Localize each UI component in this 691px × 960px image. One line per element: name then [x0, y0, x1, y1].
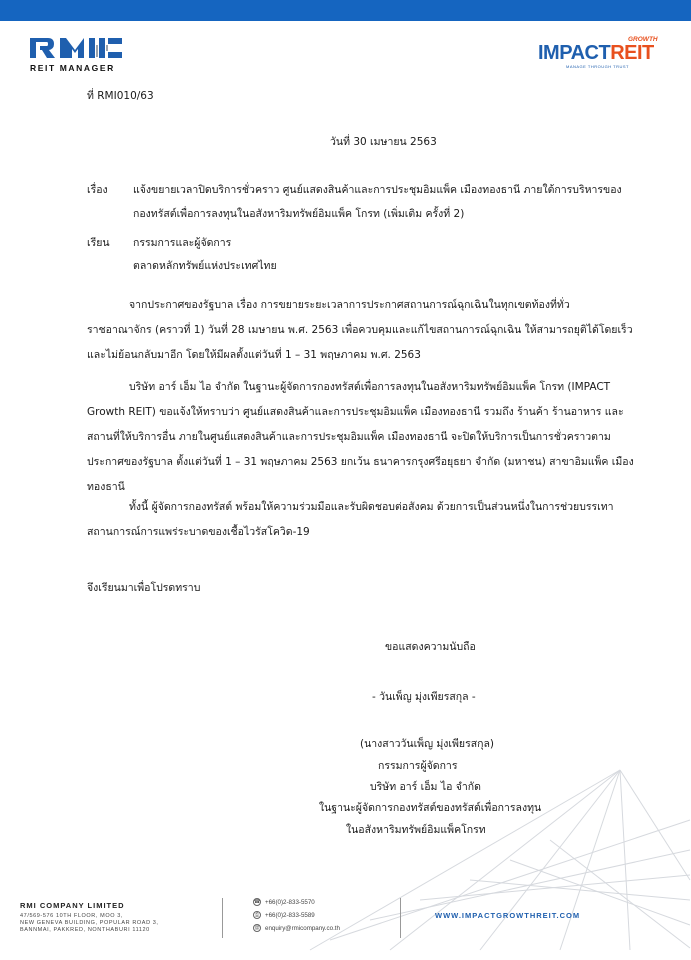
paragraph-1-line: จากประกาศของรัฐบาล เรื่อง การขยายระยะเวลาการประกาศสถานการณ์ฉุกเฉินในทุกเขตท้องที่ทั่ว: [129, 299, 570, 311]
paragraph-2: [87, 375, 634, 500]
footer-fax: [253, 911, 315, 919]
signature: - วันเพ็ญ มุ่งเพียรสกุล -: [372, 691, 476, 703]
closing-note: จึงเรียนมาเพื่อโปรดทราบ: [87, 582, 201, 594]
reference-number: ที่ RMI010/63: [87, 90, 154, 102]
subject-label: เรื่อง: [87, 184, 108, 196]
paragraph-2-line: บริษัท อาร์ เอ็ม ไอ จำกัด ในฐานะผู้จัดการกองทรัสต์เพื่อการลงทุนในอสังหาริมทรัพย์อิมแพ็ค โกรท (IMPACT: [129, 381, 611, 393]
footer-divider: [222, 898, 223, 938]
paragraph-1: [87, 293, 633, 368]
paragraph-3: [87, 495, 614, 545]
footer-address-line: NEW GENEVA BUILDING, POPULAR ROAD 3,: [20, 920, 159, 926]
top-color-bar: [0, 0, 691, 21]
footer-website-link[interactable]: WWW.IMPACTGROWTHREIT.COM: [435, 911, 581, 920]
paragraph-3-line: สถานการณ์การแพร่ระบาดของเชื้อไวรัสโควิด-19: [87, 526, 310, 538]
footer-address: [20, 913, 159, 934]
regards: ขอแสดงความนับถือ: [385, 641, 476, 653]
signer-name: (นางสาววันเพ็ญ มุ่งเพียรสกุล): [360, 738, 495, 750]
paragraph-1-line: และไม่ย้อนกลับมาอีก โดยให้มีผลตั้งแต่วันที่ 1 – 31 พฤษภาคม พ.ศ. 2563: [87, 349, 421, 361]
impact-logo-part2: REIT: [610, 42, 654, 64]
subject-line-2: กองทรัสต์เพื่อการลงทุนในอสังหาริมทรัพย์อิมแพ็ค โกรท (เพิ่มเติม ครั้งที่ 2): [133, 208, 465, 220]
paragraph-3-line: ทั้งนี้ ผู้จัดการกองทรัสต์ พร้อมให้ความร่วมมือและรับผิดชอบต่อสังคม ด้วยการเป็นส่วนหนึ่งในการช่วยบรรเทา: [129, 501, 614, 513]
rmi-logo-mark: [30, 36, 124, 60]
signer-role-line-2: ในอสังหาริมทรัพย์อิมแพ็คโกรท: [346, 824, 486, 836]
fax-icon: ⎙: [254, 912, 259, 918]
recipient-line-1: กรรมการและผู้จัดการ: [133, 237, 232, 249]
footer-email: [253, 924, 340, 932]
footer-email-address[interactable]: enquiry@rmicompany.co.th: [265, 924, 340, 932]
footer-fax-number: +66(0)2-833-5589: [265, 911, 315, 919]
impact-logo-wordmark: [538, 42, 654, 65]
signer-role-line-1: ในฐานะผู้จัดการกองทรัสต์ของทรัสต์เพื่อการลงทุน: [319, 802, 542, 814]
recipient-label: เรียน: [87, 237, 110, 249]
impact-logo-growth: GROWTH: [628, 36, 658, 43]
impact-logo-part1: IMPACT: [538, 42, 611, 64]
phone-icon: ☎: [254, 899, 261, 905]
footer-address-line: BANNMAI, PAKKRED, NONTHABURI 11120: [20, 927, 150, 933]
letter-date: วันที่ 30 เมษายน 2563: [330, 136, 437, 148]
rmi-logo-subtitle: REIT MANAGER: [30, 63, 115, 73]
paragraph-1-line: ราชอาณาจักร (คราวที่ 1) วันที่ 28 เมษายน พ.ศ. 2563 เพื่อควบคุมและแก้ไขสถานการณ์ฉุกเฉิน ให้สามารถยุติได้โดยเร็ว: [87, 324, 633, 336]
footer-address-line: 47/569-576 10TH FLOOR, MOO 3,: [20, 913, 123, 919]
signer-company: บริษัท อาร์ เอ็ม ไอ จำกัด: [370, 781, 481, 793]
footer-phone-number: +66(0)2-833-5570: [265, 898, 315, 906]
impact-growth-reit-logo: [538, 36, 678, 76]
footer-divider: [400, 898, 401, 938]
paragraph-2-line: ทองธานี: [87, 481, 125, 493]
paragraph-2-line: สถานที่ให้บริการอื่น ภายในศูนย์แสดงสินค้าและการประชุมอิมแพ็ค เมืองทองธานี จะปิดให้บริการเป็นการชั่วคราวตาม: [87, 431, 611, 443]
footer-company-name: RMI COMPANY LIMITED: [20, 901, 125, 910]
subject-line-1: แจ้งขยายเวลาปิดบริการชั่วคราว ศูนย์แสดงสินค้าและการประชุมอิมแพ็ค เมืองทองธานี ภายใต้การบริหารของ: [133, 184, 622, 196]
rmi-reit-manager-logo: [30, 36, 130, 76]
impact-logo-tagline: MANAGE THROUGH TRUST: [566, 64, 629, 69]
footer-phone: [253, 898, 315, 906]
paragraph-2-line: Growth REIT) ขอแจ้งให้ทราบว่า ศูนย์แสดงสินค้าและการประชุมอิมแพ็ค เมืองทองธานี รวมถึง ร้านค้า ร้านอาหาร และ: [87, 406, 624, 418]
signer-title: กรรมการผู้จัดการ: [378, 760, 458, 772]
paragraph-2-line: ประกาศของรัฐบาล ตั้งแต่วันที่ 1 – 31 พฤษภาคม 2563 ยกเว้น ธนาคารกรุงศรีอยุธยา จำกัด (มหาชน) สาขาอิมแพ็ค เมือง: [87, 456, 634, 468]
building-watermark-graphic: [290, 760, 691, 960]
email-icon: @: [254, 925, 260, 931]
recipient-line-2: ตลาดหลักทรัพย์แห่งประเทศไทย: [133, 260, 277, 272]
